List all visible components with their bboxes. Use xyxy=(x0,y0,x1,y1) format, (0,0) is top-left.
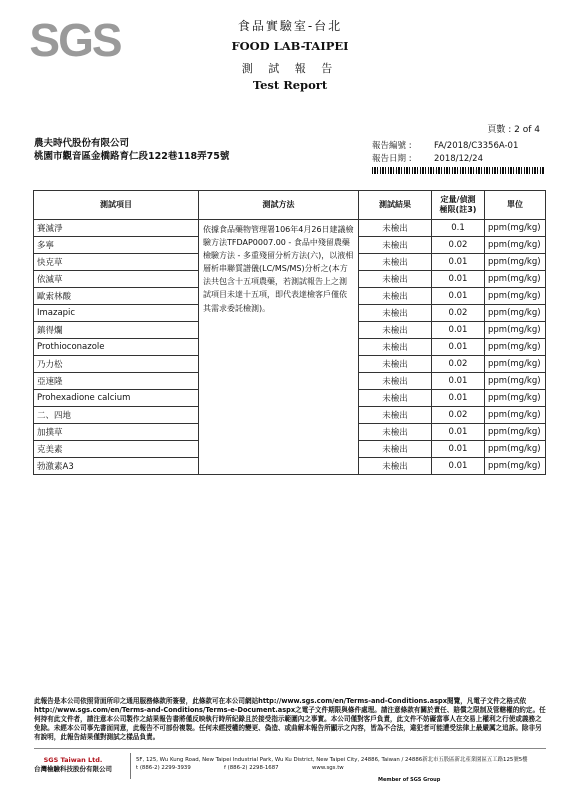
unit: ppm(mg/kg) xyxy=(485,254,546,271)
header-limit: 定量/偵測 極限(註3) xyxy=(432,191,485,220)
fax-number: f (886-2) 2298-1687 xyxy=(224,765,279,771)
test-item: 歐索林酸 xyxy=(34,288,199,305)
test-item: Prohexadione calcium xyxy=(34,390,199,407)
test-result: 未檢出 xyxy=(359,220,432,237)
unit: ppm(mg/kg) xyxy=(485,271,546,288)
company-name-en: SGS Taiwan Ltd. xyxy=(43,756,103,764)
test-result: 未檢出 xyxy=(359,288,432,305)
lab-name-en: FOOD LAB-TAIPEI xyxy=(231,39,349,53)
client-block xyxy=(34,137,229,163)
barcode xyxy=(372,167,544,174)
table-row xyxy=(34,220,546,237)
test-item: 賽滅淨 xyxy=(34,220,199,237)
detection-limit: 0.01 xyxy=(432,254,485,271)
detection-limit: 0.1 xyxy=(432,220,485,237)
test-result: 未檢出 xyxy=(359,356,432,373)
detection-limit: 0.02 xyxy=(432,407,485,424)
test-item: 快克草 xyxy=(34,254,199,271)
test-result: 未檢出 xyxy=(359,254,432,271)
results-table xyxy=(33,190,546,475)
report-no-label: 報告編號 : xyxy=(372,141,412,151)
address-cn: / 24886新北市五股區新北產業園區五工路125號5樓 xyxy=(401,757,528,763)
report-no-value: FA/2018/C3356A-01 xyxy=(434,141,519,151)
test-item: 亞速隆 xyxy=(34,373,199,390)
table-header-row xyxy=(34,191,546,220)
footer-divider xyxy=(34,748,546,749)
detection-limit: 0.01 xyxy=(432,288,485,305)
test-item: 克美素 xyxy=(34,441,199,458)
unit: ppm(mg/kg) xyxy=(485,220,546,237)
test-item: Imazapic xyxy=(34,305,199,322)
unit: ppm(mg/kg) xyxy=(485,237,546,254)
test-result: 未檢出 xyxy=(359,424,432,441)
test-result: 未檢出 xyxy=(359,458,432,475)
detection-limit: 0.01 xyxy=(432,271,485,288)
report-title-en: Test Report xyxy=(252,78,328,92)
unit: ppm(mg/kg) xyxy=(485,322,546,339)
address-en: 5F, 125, Wu Kung Road, New Taipei Industrial Park, Wu Ku District, New Taipei City, 24886, Taiwan xyxy=(136,757,400,763)
tel-number: t (886-2) 2299-3939 xyxy=(136,765,191,771)
report-info xyxy=(372,140,518,166)
test-item: 乃力松 xyxy=(34,356,199,373)
member-of-sgs: Member of SGS Group xyxy=(378,777,441,783)
client-address: 桃園市觀音區金橋路育仁段122巷118弄75號 xyxy=(34,151,230,162)
test-result: 未檢出 xyxy=(359,305,432,322)
detection-limit: 0.01 xyxy=(432,339,485,356)
report-date-value: 2018/12/24 xyxy=(434,154,483,164)
header-unit: 單位 xyxy=(485,191,546,220)
header-test-item: 測試項目 xyxy=(34,191,199,220)
unit: ppm(mg/kg) xyxy=(485,424,546,441)
unit: ppm(mg/kg) xyxy=(485,356,546,373)
detection-limit: 0.02 xyxy=(432,356,485,373)
website: www.sgs.tw xyxy=(312,765,344,771)
footer-separator xyxy=(130,753,131,779)
test-item: 二、四地 xyxy=(34,407,199,424)
test-result: 未檢出 xyxy=(359,237,432,254)
test-item: 加撲草 xyxy=(34,424,199,441)
svg-text:SGS: SGS xyxy=(29,14,121,66)
test-result: 未檢出 xyxy=(359,339,432,356)
test-result: 未檢出 xyxy=(359,373,432,390)
unit: ppm(mg/kg) xyxy=(485,339,546,356)
disclaimer: 此報告是本公司依照背面所印之通用服務條款所簽發，此條款可在本公司網站http://www.sgs.com/en/Terms-and-Conditions.aspx閱覽，凡電子文件之格式依http://www.sgs.com/en/Terms-and-Conditions/Terms-e-Document.aspx之電子文件期限與條件處理。請注意條款有關於責任、賠償之限制及管轄權的約定。任何持有此文件者，請注意本公司製作之結果報告書將僅反映執行時所紀錄且於接受指示範圍內之事實。本公司僅對客戶負責，此文件不妨礙當事人在交易上權利之行使或義務之免除。未經本公司事先書面同意，此報告不可部份複製。任何未經授權的變更、偽造、或曲解本報告所顯示之內容，皆為不合法，違犯者可能遭受法律上最嚴厲之追訴。除非另有說明，此報告結果僅對測試之樣品負責。 xyxy=(34,697,546,741)
lab-name-cn: 食品實驗室-台北 xyxy=(237,19,343,33)
address-block xyxy=(136,756,556,772)
company-block xyxy=(34,756,112,774)
detection-limit: 0.02 xyxy=(432,305,485,322)
unit: ppm(mg/kg) xyxy=(485,441,546,458)
client-name: 農夫時代股份有限公司 xyxy=(34,138,130,149)
test-result: 未檢出 xyxy=(359,390,432,407)
unit: ppm(mg/kg) xyxy=(485,305,546,322)
detection-limit: 0.01 xyxy=(432,458,485,475)
test-method: 依據食品藥物管理署106年4月26日建議檢驗方法TFDAP0007.00 - 食品中殘留農藥檢驗方法 - 多重殘留分析方法(六)，以液相層析串聯質譜儀(LC/MS/MS)分析之(本方法共包含十五項農藥，若測試報告上之測試項目未達十五項，即代表達檢客戶僅依其需求委託檢測)。 xyxy=(199,220,359,475)
detection-limit: 0.01 xyxy=(432,322,485,339)
test-item: 多寧 xyxy=(34,237,199,254)
test-result: 未檢出 xyxy=(359,271,432,288)
unit: ppm(mg/kg) xyxy=(485,373,546,390)
header-test-result: 測試結果 xyxy=(359,191,432,220)
test-result: 未檢出 xyxy=(359,441,432,458)
detection-limit: 0.01 xyxy=(432,373,485,390)
test-item: 勃激素A3 xyxy=(34,458,199,475)
test-item: Prothioconazole xyxy=(34,339,199,356)
unit: ppm(mg/kg) xyxy=(485,407,546,424)
detection-limit: 0.02 xyxy=(432,237,485,254)
detection-limit: 0.01 xyxy=(432,390,485,407)
report-title-cn: 測 試 報 告 xyxy=(241,62,339,75)
page-number: 頁數 : 2 of 4 xyxy=(487,125,540,135)
test-item: 依滅草 xyxy=(34,271,199,288)
unit: ppm(mg/kg) xyxy=(485,288,546,305)
test-result: 未檢出 xyxy=(359,322,432,339)
company-name-cn: 台灣檢驗科技股份有限公司 xyxy=(34,765,112,773)
report-date-label: 報告日期 : xyxy=(372,154,412,164)
unit: ppm(mg/kg) xyxy=(485,390,546,407)
detection-limit: 0.01 xyxy=(432,441,485,458)
test-result: 未檢出 xyxy=(359,407,432,424)
test-item: 鎮得爛 xyxy=(34,322,199,339)
header-test-method: 測試方法 xyxy=(199,191,359,220)
detection-limit: 0.01 xyxy=(432,424,485,441)
unit: ppm(mg/kg) xyxy=(485,458,546,475)
